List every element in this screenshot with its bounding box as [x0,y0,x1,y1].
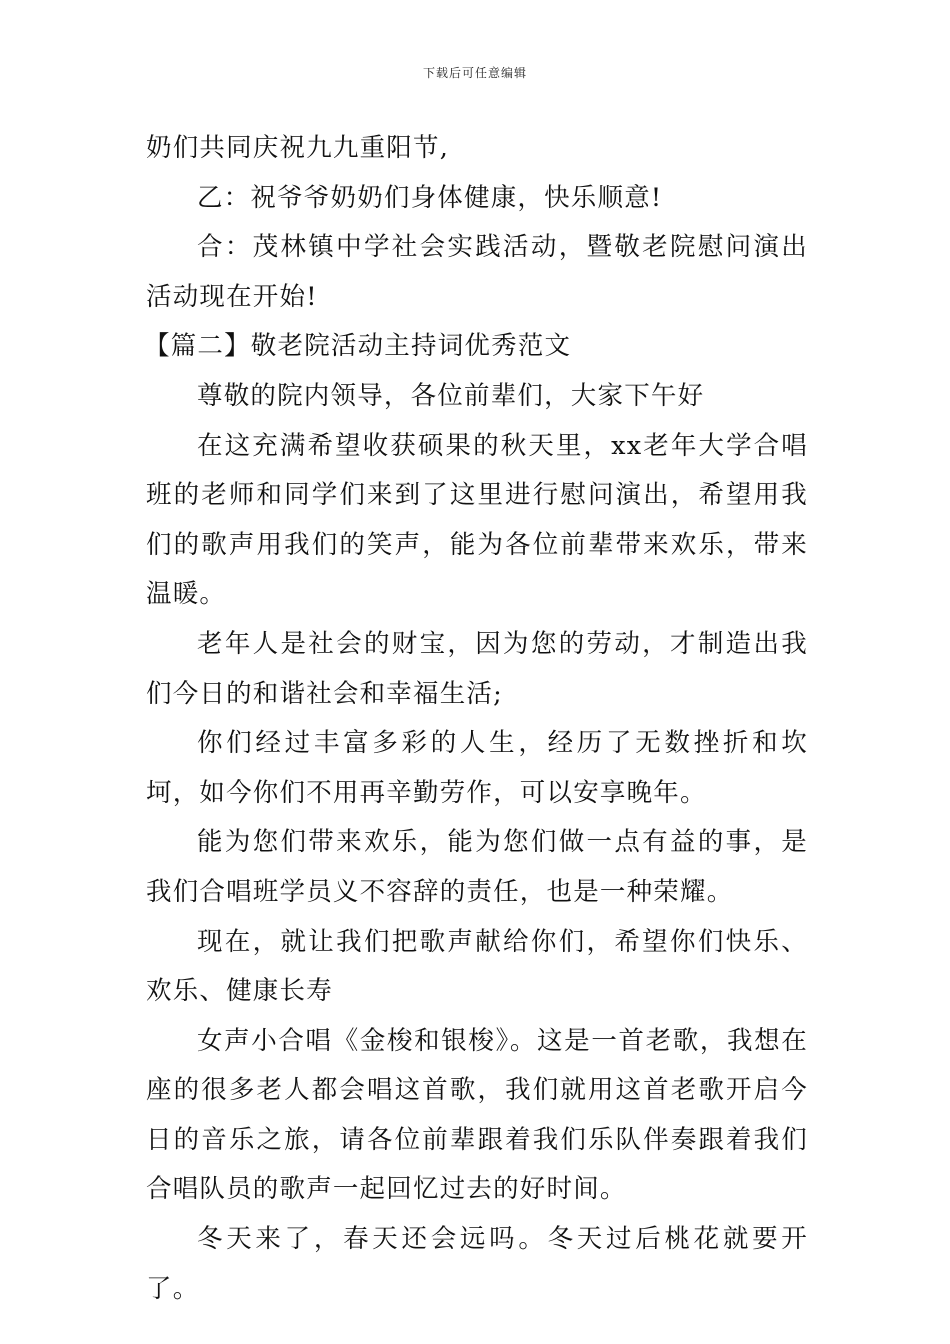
paragraph: 合：茂林镇中学社会实践活动，暨敬老院慰问演出活动现在开始! [146,232,808,312]
paragraph: 冬天来了，春天还会远吗。冬天过后桃花就要开了。 [146,1224,808,1304]
paragraph: 在这充满希望收获硕果的秋天里，xx老年大学合唱班的老师和同学们来到了这里进行慰问演出，希望用我们的歌声用我们的笑声，能为各位前辈带来欢乐，带来温暖。 [146,430,808,610]
paragraph: 老年人是社会的财宝，因为您的劳动，才制造出我们今日的和谐社会和幸福生活; [146,628,808,709]
document-body [146,124,808,1314]
paragraph: 女声小合唱《金梭和银梭》。这是一首老歌，我想在座的很多老人都会唱这首歌，我们就用这首老歌开启今日的音乐之旅，请各位前辈跟着我们乐队伴奏跟着我们合唱队员的歌声一起回忆过去的好时间。 [146,1025,808,1205]
paragraph: 尊敬的院内领导，各位前辈们，大家下午好 [197,380,705,411]
paragraph: 现在，就让我们把歌声献给你们，希望你们快乐、欢乐、健康长寿 [146,926,808,1007]
section-heading: 【篇二】敬老院活动主持词优秀范文 [144,331,572,362]
paragraph: 能为您们带来欢乐，能为您们做一点有益的事，是我们合唱班学员义不容辞的责任，也是一种荣耀。 [146,827,808,907]
paragraph: 你们经过丰富多彩的人生，经历了无数挫折和坎坷，如今你们不用再辛勤劳作，可以安享晚年。 [146,728,808,808]
paragraph: 奶们共同庆祝九九重阳节, [146,133,450,163]
page-header: 下载后可任意编辑 [422,66,527,80]
paragraph: 乙：祝爷爷奶奶们身体健康，快乐顺意! [197,182,663,213]
